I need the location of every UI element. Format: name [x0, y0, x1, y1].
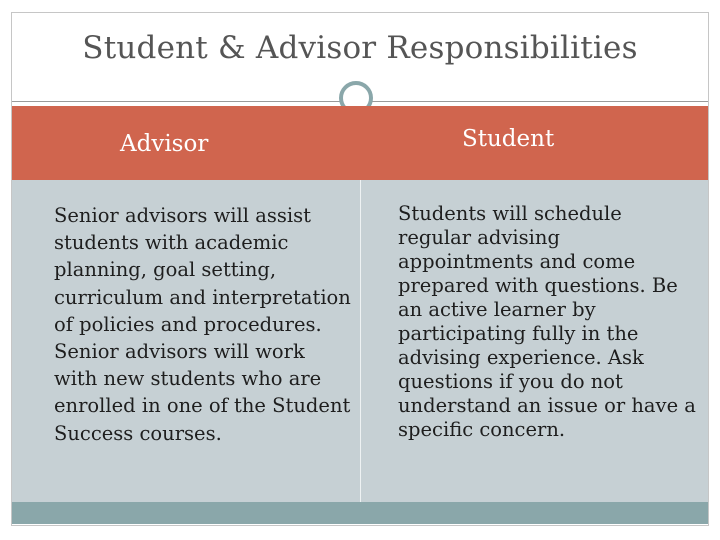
- column-divider: [360, 180, 361, 502]
- responsibilities-table: [12, 106, 708, 502]
- header-advisor: Advisor: [120, 131, 209, 157]
- bottom-accent-bar: [12, 502, 708, 524]
- slide-title: Student & Advisor Responsibilities: [82, 30, 638, 66]
- header-student: Student: [462, 126, 555, 152]
- advisor-responsibilities-cell: Senior advisors will assist students with academic planning, goal setting, curriculum and interpretation of policies and procedures. Senior advisors will work with new students who are enrolled in one of the Student Success courses.: [54, 204, 351, 445]
- table-header-row: [12, 106, 708, 180]
- table-row: [12, 180, 708, 502]
- student-responsibilities-cell: Students will schedule regular advising appointments and come prepared with questions. Be an active learner by participating fully in the advising experience. Ask questions if you do not understand an issue or have a specific concern.: [398, 202, 696, 441]
